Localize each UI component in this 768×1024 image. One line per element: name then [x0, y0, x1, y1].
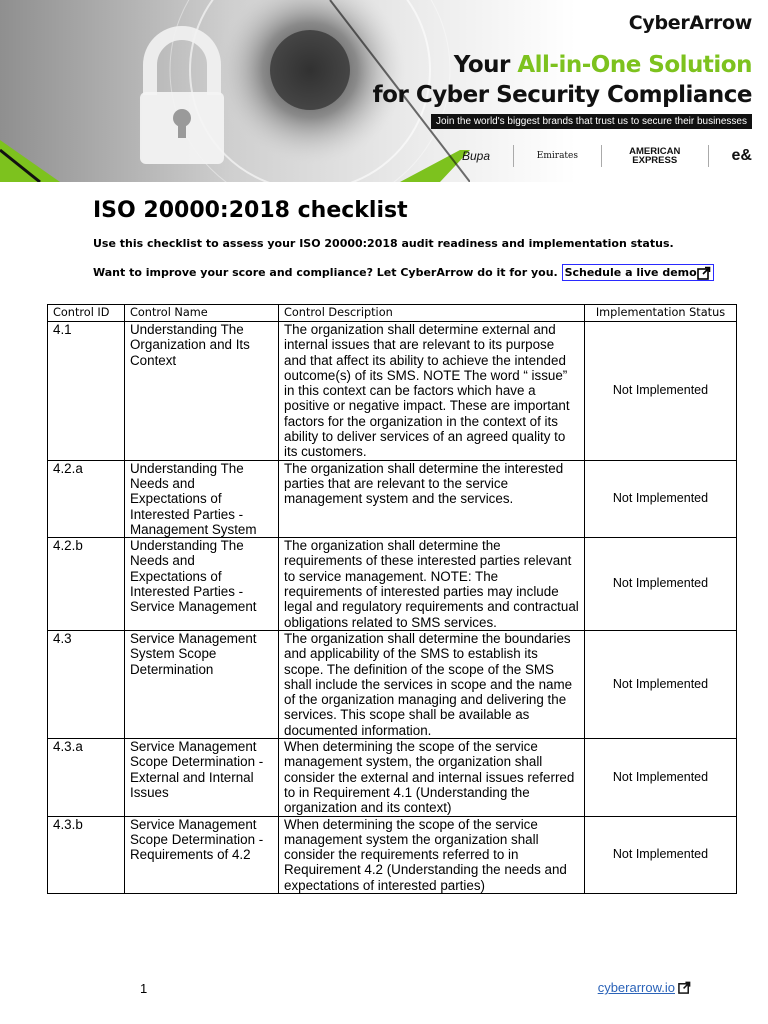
- control-name: Service Management Scope Determination - External and Internal Issues: [125, 739, 279, 816]
- partner-logos: [462, 142, 752, 170]
- table-row: [48, 322, 737, 461]
- control-id: 4.2.b: [48, 538, 125, 631]
- control-name: Understanding The Needs and Expectations of Interested Parties - Management System: [125, 460, 279, 537]
- control-name: Understanding The Organization and Its Context: [125, 322, 279, 461]
- control-id: 4.3: [48, 630, 125, 738]
- cyberarrow-logo: CyberArrow: [628, 12, 752, 34]
- intro-text: Use this checklist to assess your ISO 20000:2018 audit readiness and implementation status.: [93, 237, 674, 250]
- header-control-name: Control Name: [125, 305, 279, 322]
- header-control-id: Control ID: [48, 305, 125, 322]
- implementation-status: Not Implemented: [585, 322, 737, 461]
- control-description: The organization shall determine the boundaries and applicability of the SMS to establish its scope. The definition of the scope of the SMS shall include the services in scope and the name of the organization managing and delivering the services. This scope shall be available as documented information.: [279, 630, 585, 738]
- page-title: ISO 20000:2018 checklist: [93, 198, 408, 223]
- header-control-description: Control Description: [279, 305, 585, 322]
- control-id: 4.3.b: [48, 816, 125, 893]
- divider: [601, 145, 602, 167]
- implementation-status: Not Implemented: [585, 630, 737, 738]
- banner-tagline: Join the world's biggest brands that trust us to secure their businesses: [431, 114, 752, 129]
- external-link-icon: [697, 266, 711, 280]
- schedule-demo-label: Schedule a live demo: [564, 266, 697, 279]
- control-description: The organization shall determine external and internal issues that are relevant to its purpose and that affect its ability to achieve the intended outcome(s) of its SMS. NOTE The word “ issue” in this context can be factors which have a positive or negative impact. These are important factors for the organization in the context of its ability to deliver services of an agreed quality to its customers.: [279, 322, 585, 461]
- control-description: When determining the scope of the service management system the organization shall consider the requirements referred to in Requirement 4.2 (Understanding the needs and expectations of interested parties): [279, 816, 585, 893]
- control-name: Service Management Scope Determination - Requirements of 4.2: [125, 816, 279, 893]
- banner-headline: [373, 50, 752, 110]
- control-name: Understanding The Needs and Expectations of Interested Parties - Service Management: [125, 538, 279, 631]
- external-link-icon: [678, 981, 691, 994]
- table-row: [48, 538, 737, 631]
- implementation-status: Not Implemented: [585, 739, 737, 816]
- bupa-logo: Bupa: [462, 149, 491, 163]
- emirates-logo: Emirates: [536, 151, 578, 161]
- headline-prefix: Your: [453, 52, 518, 78]
- control-name: Service Management System Scope Determination: [125, 630, 279, 738]
- divider: [513, 145, 514, 167]
- control-description: The organization shall determine the requirements of these interested parties relevant to service management. NOTE: The requirements of interested parties may include legal and regulatory requirements and contractual obligations related to SMS services.: [279, 538, 585, 631]
- checklist-table: [47, 304, 737, 894]
- website-link-label: cyberarrow.io: [597, 980, 675, 995]
- table-row: [48, 630, 737, 738]
- headline-accent: All-in-One Solution: [517, 52, 752, 78]
- page-number: 1: [140, 981, 148, 996]
- table-row: [48, 816, 737, 893]
- header-banner: [0, 0, 768, 182]
- control-id: 4.2.a: [48, 460, 125, 537]
- eand-logo: e&: [731, 147, 752, 164]
- website-link[interactable]: [598, 980, 691, 995]
- divider: [708, 145, 709, 167]
- table-row: [48, 460, 737, 537]
- control-id: 4.1: [48, 322, 125, 461]
- control-description: When determining the scope of the service management system, the organization shall consider the external and internal issues referred to in Requirement 4.1 (Understanding the organization and its context): [279, 739, 585, 816]
- schedule-demo-link[interactable]: [562, 264, 714, 281]
- cta-text: Want to improve your score and compliance? Let CyberArrow do it for you.: [93, 266, 558, 279]
- control-id: 4.3.a: [48, 739, 125, 816]
- table-row: [48, 739, 737, 816]
- headline-line2: for Cyber Security Compliance: [372, 82, 752, 108]
- amex-logo: AMERICAN EXPRESS: [629, 146, 681, 166]
- implementation-status: Not Implemented: [585, 816, 737, 893]
- table-header-row: [48, 305, 737, 322]
- control-description: The organization shall determine the interested parties that are relevant to the service management system and the services.: [279, 460, 585, 537]
- implementation-status: Not Implemented: [585, 460, 737, 537]
- header-implementation-status: Implementation Status: [585, 305, 737, 322]
- implementation-status: Not Implemented: [585, 538, 737, 631]
- cta-line: [93, 266, 714, 280]
